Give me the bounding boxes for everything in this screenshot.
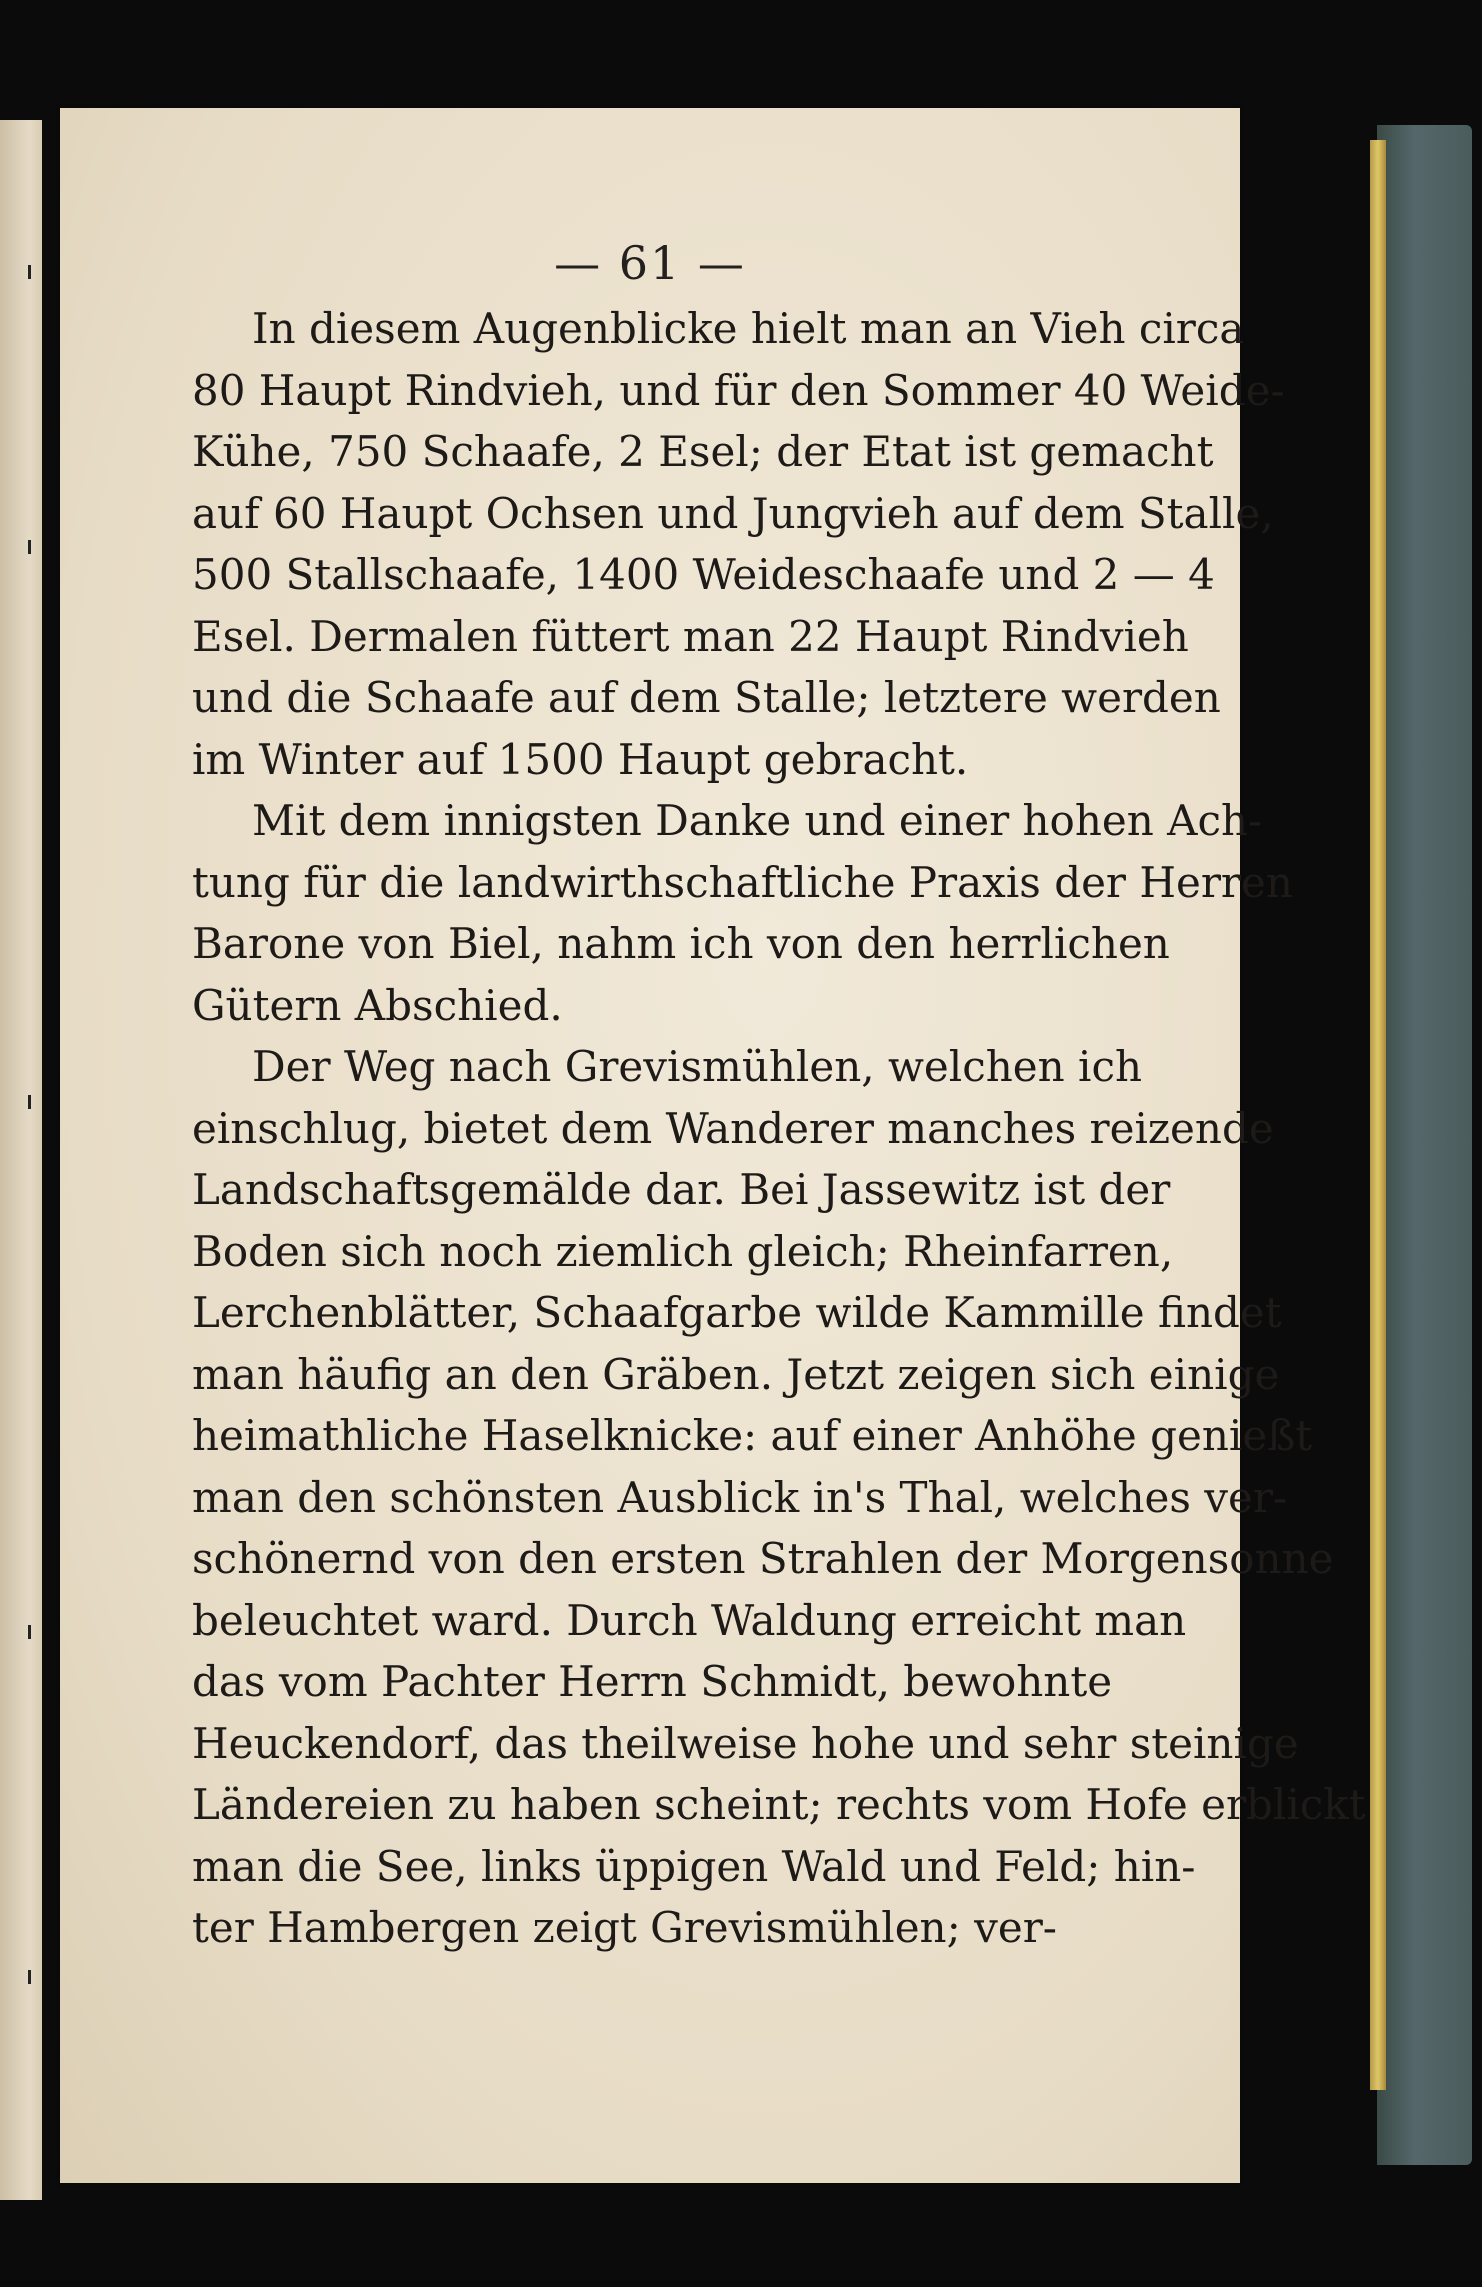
text-line: 500 Stallschaafe, 1400 Weideschaafe und 2 — 4 <box>192 550 1215 599</box>
text-line: auf 60 Haupt Ochsen und Jungvieh auf dem Stalle, <box>192 488 1274 538</box>
text-line: schönernd von den ersten Strahlen der Morgensonne <box>192 1534 1334 1583</box>
text-line: Gütern Abschied. <box>192 980 563 1030</box>
margin-mark <box>28 1970 31 1984</box>
book-cover-edge <box>1377 125 1472 2165</box>
text-line: man häufig an den Gräben. Jetzt zeigen sich einige <box>192 1349 1280 1399</box>
text-line: ter Hambergen zeigt Grevismühlen; ver- <box>192 1903 1057 1952</box>
text-line: man den schönsten Ausblick in's Thal, welches ver- <box>192 1472 1288 1522</box>
margin-mark <box>28 540 31 554</box>
text-line: Kühe, 750 Schaafe, 2 Esel; der Etat ist gemacht <box>192 427 1214 476</box>
text-line: Landschaftsgemälde dar. Bei Jassewitz ist der <box>192 1165 1171 1214</box>
text-line: beleuchtet ward. Durch Waldung erreicht man <box>192 1595 1187 1645</box>
text-line: Mit dem innigsten Danke und einer hohen Ach- <box>252 796 1263 845</box>
text-line: Esel. Dermalen füttert man 22 Haupt Rindvieh <box>192 611 1189 661</box>
text-line: 80 Haupt Rindvieh, und für den Sommer 40 Weide- <box>192 365 1285 415</box>
text-line: heimathliche Haselknicke: auf einer Anhöhe genießt <box>192 1411 1313 1460</box>
text-line: In diesem Augenblicke hielt man an Vieh circa <box>252 304 1245 353</box>
margin-mark <box>28 1095 31 1109</box>
text-line: und die Schaafe auf dem Stalle; letztere werden <box>192 673 1221 722</box>
gilt-page-edge <box>1370 140 1386 2090</box>
text-line: das vom Pachter Herrn Schmidt, bewohnte <box>192 1657 1113 1706</box>
text-line: im Winter auf 1500 Haupt gebracht. <box>192 734 969 784</box>
text-line: Barone von Biel, nahm ich von den herrlichen <box>192 919 1170 968</box>
text-line: Heuckendorf, das theilweise hohe und sehr steinige <box>192 1718 1299 1768</box>
page-number-header: — 61 — <box>554 236 746 290</box>
left-page-edge <box>0 120 42 2200</box>
text-line: Der Weg nach Grevismühlen, welchen ich <box>252 1042 1143 1091</box>
text-line: Ländereien zu haben scheint; rechts vom Hofe erblickt <box>192 1780 1366 1829</box>
text-line: Lerchenblätter, Schaafgarbe wilde Kammille findet <box>192 1288 1282 1337</box>
margin-mark <box>28 1625 31 1639</box>
margin-mark <box>28 265 31 279</box>
text-line: tung für die landwirthschaftliche Praxis der Herren <box>192 857 1293 907</box>
text-line: Boden sich noch ziemlich gleich; Rheinfarren, <box>192 1226 1174 1276</box>
text-line: man die See, links üppigen Wald und Feld; hin- <box>192 1841 1196 1891</box>
book-page <box>60 108 1366 2183</box>
text-line: einschlug, bietet dem Wanderer manches reizende <box>192 1103 1274 1153</box>
body-text <box>192 298 1366 1959</box>
